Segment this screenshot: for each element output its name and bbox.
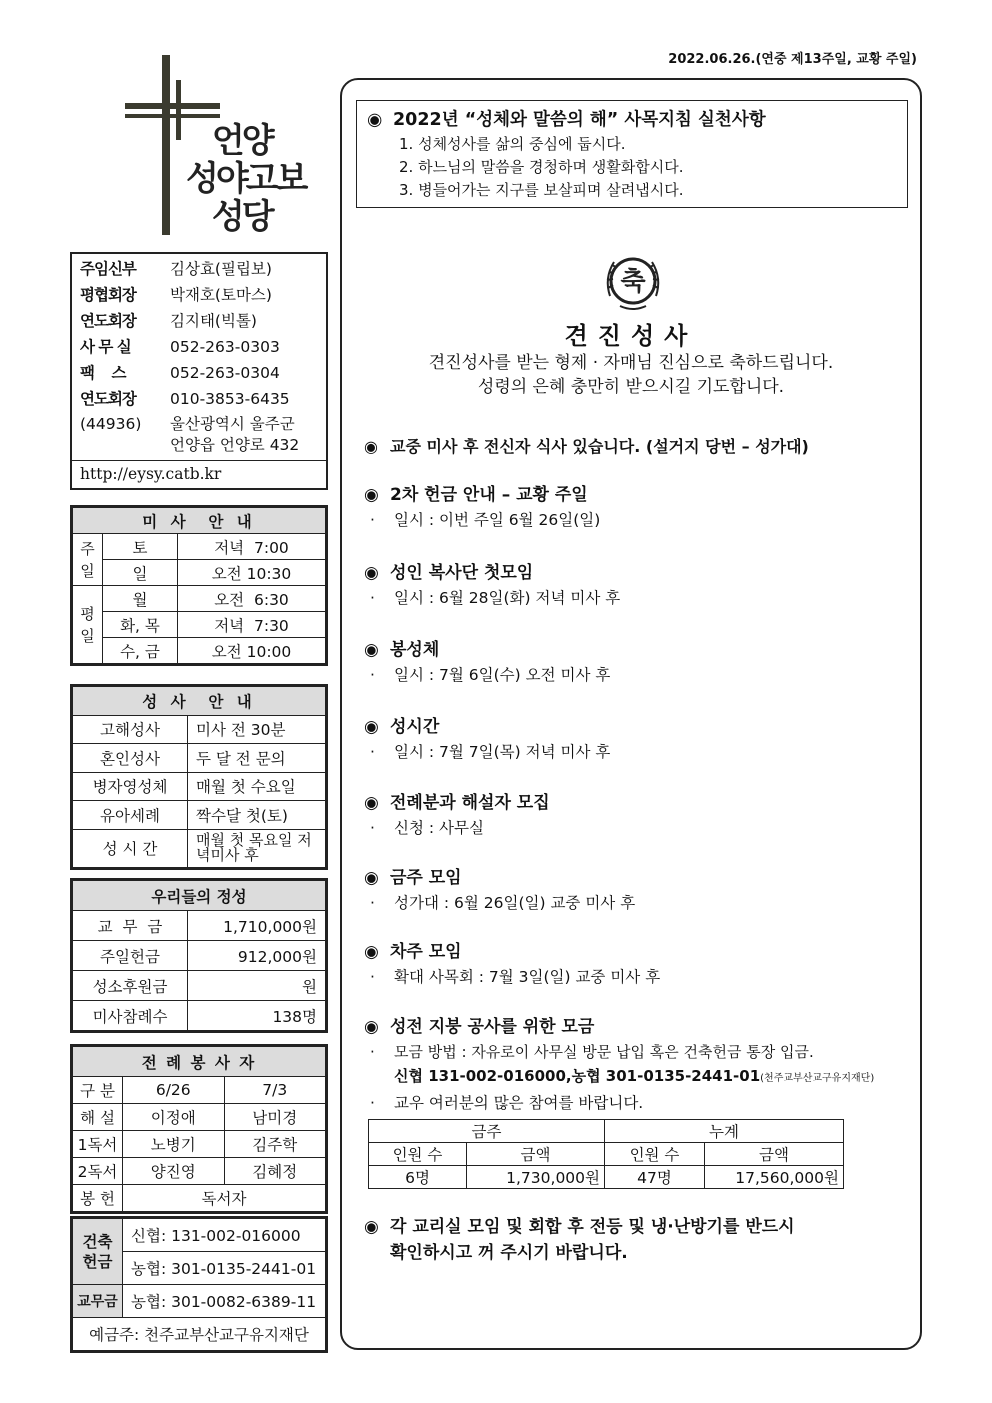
info-value: 김상효(필립보) bbox=[170, 260, 272, 278]
bullet-icon: ◉ bbox=[364, 793, 379, 813]
notice-item: 신협 131-002-016000,농협 301-0135-2441-01 bbox=[394, 1067, 761, 1085]
server-role: 해 설 bbox=[73, 1104, 123, 1131]
bank-account: 농협: 301-0135-2441-01 bbox=[123, 1252, 326, 1285]
confirmation-message: 견진성사를 받는 형제 · 자매님 진심으로 축하드립니다. bbox=[428, 353, 834, 373]
motto-item: 1. 성체성사를 삶의 중심에 둡시다. bbox=[399, 135, 626, 153]
parish-info bbox=[70, 252, 328, 490]
notice-title: 성시간 bbox=[390, 717, 440, 737]
info-row bbox=[80, 282, 318, 308]
fund-cell: 17,560,000원 bbox=[705, 1166, 844, 1189]
info-row bbox=[80, 386, 318, 412]
server-name: 양진영 bbox=[123, 1158, 225, 1185]
tithe-label: 교무금 bbox=[73, 1285, 123, 1318]
notice-item: 교우 여러분의 많은 참여를 바랍니다. bbox=[394, 1094, 644, 1112]
servers-header-label: 구 분 bbox=[73, 1077, 123, 1104]
logo-line: 성당 bbox=[211, 197, 272, 237]
notice-text: 각 교리실 모임 및 회합 후 전등 및 냉·난방기를 반드시 bbox=[390, 1217, 795, 1237]
dot-icon: · bbox=[370, 819, 375, 837]
fund-table bbox=[368, 1119, 844, 1189]
motto-item: 3. 병들어가는 지구를 보살피며 살려냅시다. bbox=[399, 181, 684, 199]
announcements-panel bbox=[340, 78, 922, 1350]
sacrament-name: 고해성사 bbox=[73, 715, 188, 744]
sacrament-title: 성 사 안 내 bbox=[73, 687, 326, 716]
notice-item: 일시 : 7월 6일(수) 오전 미사 후 bbox=[394, 666, 611, 684]
confirmation-title: 견진성사 bbox=[564, 322, 698, 350]
sacrament-value: 두 달 전 문의 bbox=[188, 744, 326, 773]
sacrament-value: 매월 첫 목요일 저녁미사 후 bbox=[188, 829, 326, 867]
info-value: 052-263-0303 bbox=[170, 338, 280, 356]
pastoral-motto bbox=[356, 100, 908, 208]
account-holder: 예금주: 천주교부산교구유지재단 bbox=[73, 1318, 326, 1351]
offering-value: 912,000원 bbox=[188, 941, 326, 971]
bullet-icon: ◉ bbox=[364, 640, 379, 660]
info-key: 사 무 실 bbox=[80, 338, 131, 356]
dot-icon: · bbox=[370, 511, 375, 529]
offering-value: 138명 bbox=[188, 1001, 326, 1031]
info-key: 주임신부 bbox=[80, 260, 136, 278]
dot-icon: · bbox=[370, 968, 375, 986]
fund-cell: 6명 bbox=[369, 1166, 467, 1189]
notice-holy-hour bbox=[364, 714, 914, 764]
fund-cell: 1,730,000원 bbox=[467, 1166, 605, 1189]
notice-item: 일시 : 6월 28일(화) 저녁 미사 후 bbox=[394, 589, 621, 607]
emblem-text: 축 bbox=[620, 267, 646, 297]
bank-account: 농협: 301-0082-6389-11 bbox=[123, 1285, 326, 1318]
notice-acolyte bbox=[364, 560, 914, 610]
fund-header: 금주 bbox=[369, 1120, 605, 1143]
notice-next-week bbox=[364, 939, 914, 989]
offerings-title: 우리들의 정성 bbox=[73, 881, 326, 911]
website-link[interactable]: http://eysy.catb.kr bbox=[72, 460, 326, 487]
notice-final bbox=[364, 1214, 914, 1266]
weekday-label-text: 평일 bbox=[80, 604, 95, 645]
bullet-icon: ◉ bbox=[364, 942, 379, 962]
servers-title: 전 례 봉 사 자 bbox=[73, 1047, 326, 1077]
info-value: 김지태(빅톨) bbox=[170, 312, 257, 330]
fund-col-header: 인원 수 bbox=[369, 1143, 467, 1166]
sacrament-name: 성 시 간 bbox=[73, 829, 188, 867]
notice-item: 일시 : 7월 7일(목) 저녁 미사 후 bbox=[394, 743, 611, 761]
offering-name: 주일헌금 bbox=[73, 941, 188, 971]
notice-title: 봉성체 bbox=[390, 640, 440, 660]
sacrament-value: 미사 전 30분 bbox=[188, 715, 326, 744]
server-role: 1독서 bbox=[73, 1131, 123, 1158]
info-row bbox=[80, 334, 318, 360]
servers-date: 7/3 bbox=[224, 1077, 326, 1104]
offering-name: 교 무 금 bbox=[73, 911, 188, 941]
confirmation-message: 성령의 은혜 충만히 받으시길 기도합니다. bbox=[477, 377, 785, 397]
server-name: 남미경 bbox=[224, 1104, 326, 1131]
logo-line: 성야고보 bbox=[186, 159, 306, 199]
mass-time: 오전 6:30 bbox=[177, 586, 325, 612]
mass-title: 미 사 안 내 bbox=[73, 508, 326, 534]
celebration-emblem-icon bbox=[600, 248, 666, 314]
dot-icon: · bbox=[370, 666, 375, 684]
fund-cell: 47명 bbox=[605, 1166, 705, 1189]
server-name: 김주학 bbox=[224, 1131, 326, 1158]
notice-title: 금주 모임 bbox=[390, 868, 462, 888]
address-line: 언양읍 언양로 432 bbox=[170, 436, 300, 454]
notice-this-week bbox=[364, 865, 914, 915]
bullet-icon: ◉ bbox=[364, 1017, 379, 1037]
server-name: 이정애 bbox=[123, 1104, 225, 1131]
mass-time: 오전 10:30 bbox=[177, 560, 325, 586]
offering-value: 1,710,000원 bbox=[188, 911, 326, 941]
bullet-icon: ◉ bbox=[364, 437, 378, 456]
notice-item: 확대 사목회 : 7월 3일(일) 교중 미사 후 bbox=[394, 968, 661, 986]
cross-bar bbox=[125, 103, 220, 109]
info-value: 010-3853-6435 bbox=[170, 390, 290, 408]
mass-schedule bbox=[70, 505, 328, 666]
sacrament-name: 병자영성체 bbox=[73, 772, 188, 801]
mass-day: 화, 목 bbox=[103, 612, 178, 638]
fund-col-header: 금액 bbox=[705, 1143, 844, 1166]
liturgy-servers bbox=[70, 1044, 328, 1214]
sacrament-value: 짝수달 첫(토) bbox=[188, 801, 326, 830]
info-row bbox=[80, 360, 318, 386]
mass-time: 저녁 7:00 bbox=[177, 534, 325, 560]
bulletin-date: 2022.06.26.(연중 제13주일, 교황 주일) bbox=[668, 52, 917, 67]
notice-item: 성가대 : 6월 26일(일) 교중 미사 후 bbox=[394, 894, 636, 912]
info-value: 052-263-0304 bbox=[170, 364, 280, 382]
zip-code: (44936) bbox=[80, 415, 142, 433]
notice-recruit bbox=[364, 790, 914, 840]
info-value: 박재호(토마스) bbox=[170, 286, 272, 304]
sacrament-name: 유아세례 bbox=[73, 801, 188, 830]
bullet-icon: ◉ bbox=[364, 717, 379, 737]
info-key: 평협회장 bbox=[80, 286, 136, 304]
motto-title-text: 2022년 “성체와 말씀의 해” 사목지침 실천사항 bbox=[393, 110, 766, 130]
server-role: 2독서 bbox=[73, 1158, 123, 1185]
notice-item-small: (천주교부산교구유지재단) bbox=[760, 1073, 875, 1084]
info-key: 연도회장 bbox=[80, 312, 136, 330]
servers-date: 6/26 bbox=[123, 1077, 225, 1104]
mass-day: 일 bbox=[103, 560, 178, 586]
offerings-summary bbox=[70, 878, 328, 1033]
fund-col-header: 인원 수 bbox=[605, 1143, 705, 1166]
address-line: 울산광역시 울주군 bbox=[170, 415, 295, 433]
bank-account: 신협: 131-002-016000 bbox=[123, 1219, 326, 1252]
notice-text: 교중 미사 후 전신자 식사 있습니다. (설거지 당번 – 성가대) bbox=[390, 437, 809, 456]
motto-title bbox=[367, 107, 897, 133]
notice-item: 일시 : 이번 주일 6월 26일(일) bbox=[394, 511, 601, 529]
logo-text bbox=[178, 122, 305, 236]
mass-time: 저녁 7:30 bbox=[177, 612, 325, 638]
sacrament-value: 매월 첫 수요일 bbox=[188, 772, 326, 801]
info-key: 팩 스 bbox=[80, 364, 126, 382]
notice-item: 모금 방법 : 자유로이 사무실 방문 납입 혹은 건축헌금 통장 입금. bbox=[394, 1043, 814, 1061]
dot-icon: · bbox=[370, 589, 375, 607]
notice-title: 전례분과 해설자 모집 bbox=[390, 793, 550, 813]
info-key: 연도회장 bbox=[80, 390, 136, 408]
cross-icon bbox=[162, 55, 170, 235]
server-name: 독서자 bbox=[123, 1185, 326, 1212]
info-row bbox=[80, 256, 318, 282]
info-row bbox=[80, 308, 318, 334]
bullet-icon: ◉ bbox=[364, 485, 379, 505]
notice-title: 성인 복사단 첫모임 bbox=[390, 563, 534, 583]
sunday-label-text: 주일 bbox=[80, 539, 95, 580]
motto-item: 2. 하느님의 말씀을 경청하며 생활화합시다. bbox=[399, 158, 684, 176]
notice-collection bbox=[364, 482, 914, 532]
address-lines bbox=[170, 414, 299, 456]
bullet-icon: ◉ bbox=[364, 1217, 379, 1237]
notice-item: 신청 : 사무실 bbox=[394, 819, 484, 837]
notice-title: 차주 모임 bbox=[390, 942, 462, 962]
dot-icon: · bbox=[370, 743, 375, 761]
fund-col-header: 금액 bbox=[467, 1143, 605, 1166]
notice-meal bbox=[364, 434, 914, 460]
offering-value: 원 bbox=[188, 971, 326, 1001]
notice-title: 성전 지붕 공사를 위한 모금 bbox=[390, 1017, 595, 1037]
server-name: 노병기 bbox=[123, 1131, 225, 1158]
server-name: 김혜정 bbox=[224, 1158, 326, 1185]
address bbox=[80, 414, 318, 456]
server-role: 봉 헌 bbox=[73, 1185, 123, 1212]
sunday-label bbox=[73, 534, 103, 586]
notice-title: 2차 헌금 안내 – 교황 주일 bbox=[390, 485, 588, 505]
mass-day: 수, 금 bbox=[103, 638, 178, 664]
sacrament-info bbox=[70, 684, 328, 870]
cross-bar bbox=[125, 114, 220, 118]
weekday-label bbox=[73, 586, 103, 664]
building-fund-label-text: 건축헌금 bbox=[82, 1232, 113, 1271]
fund-header: 누계 bbox=[605, 1120, 844, 1143]
notice-communion bbox=[364, 637, 914, 687]
mass-time: 오전 10:00 bbox=[177, 638, 325, 664]
offering-name: 성소후원금 bbox=[73, 971, 188, 1001]
dot-icon: · bbox=[370, 1043, 375, 1061]
sacrament-name: 혼인성사 bbox=[73, 744, 188, 773]
logo-line: 언양 bbox=[211, 121, 272, 161]
bullet-icon: ◉ bbox=[367, 110, 383, 130]
offering-name: 미사참례수 bbox=[73, 1001, 188, 1031]
building-fund-label bbox=[73, 1219, 123, 1285]
notice-roof-fund bbox=[364, 1014, 914, 1115]
bullet-icon: ◉ bbox=[364, 563, 379, 583]
mass-day: 월 bbox=[103, 586, 178, 612]
dot-icon: · bbox=[370, 1094, 375, 1112]
bank-accounts bbox=[70, 1216, 328, 1353]
notice-text: 확인하시고 꺼 주시기 바랍니다. bbox=[390, 1243, 628, 1263]
bullet-icon: ◉ bbox=[364, 868, 379, 888]
mass-day: 토 bbox=[103, 534, 178, 560]
dot-icon: · bbox=[370, 894, 375, 912]
parish-logo bbox=[120, 50, 320, 240]
